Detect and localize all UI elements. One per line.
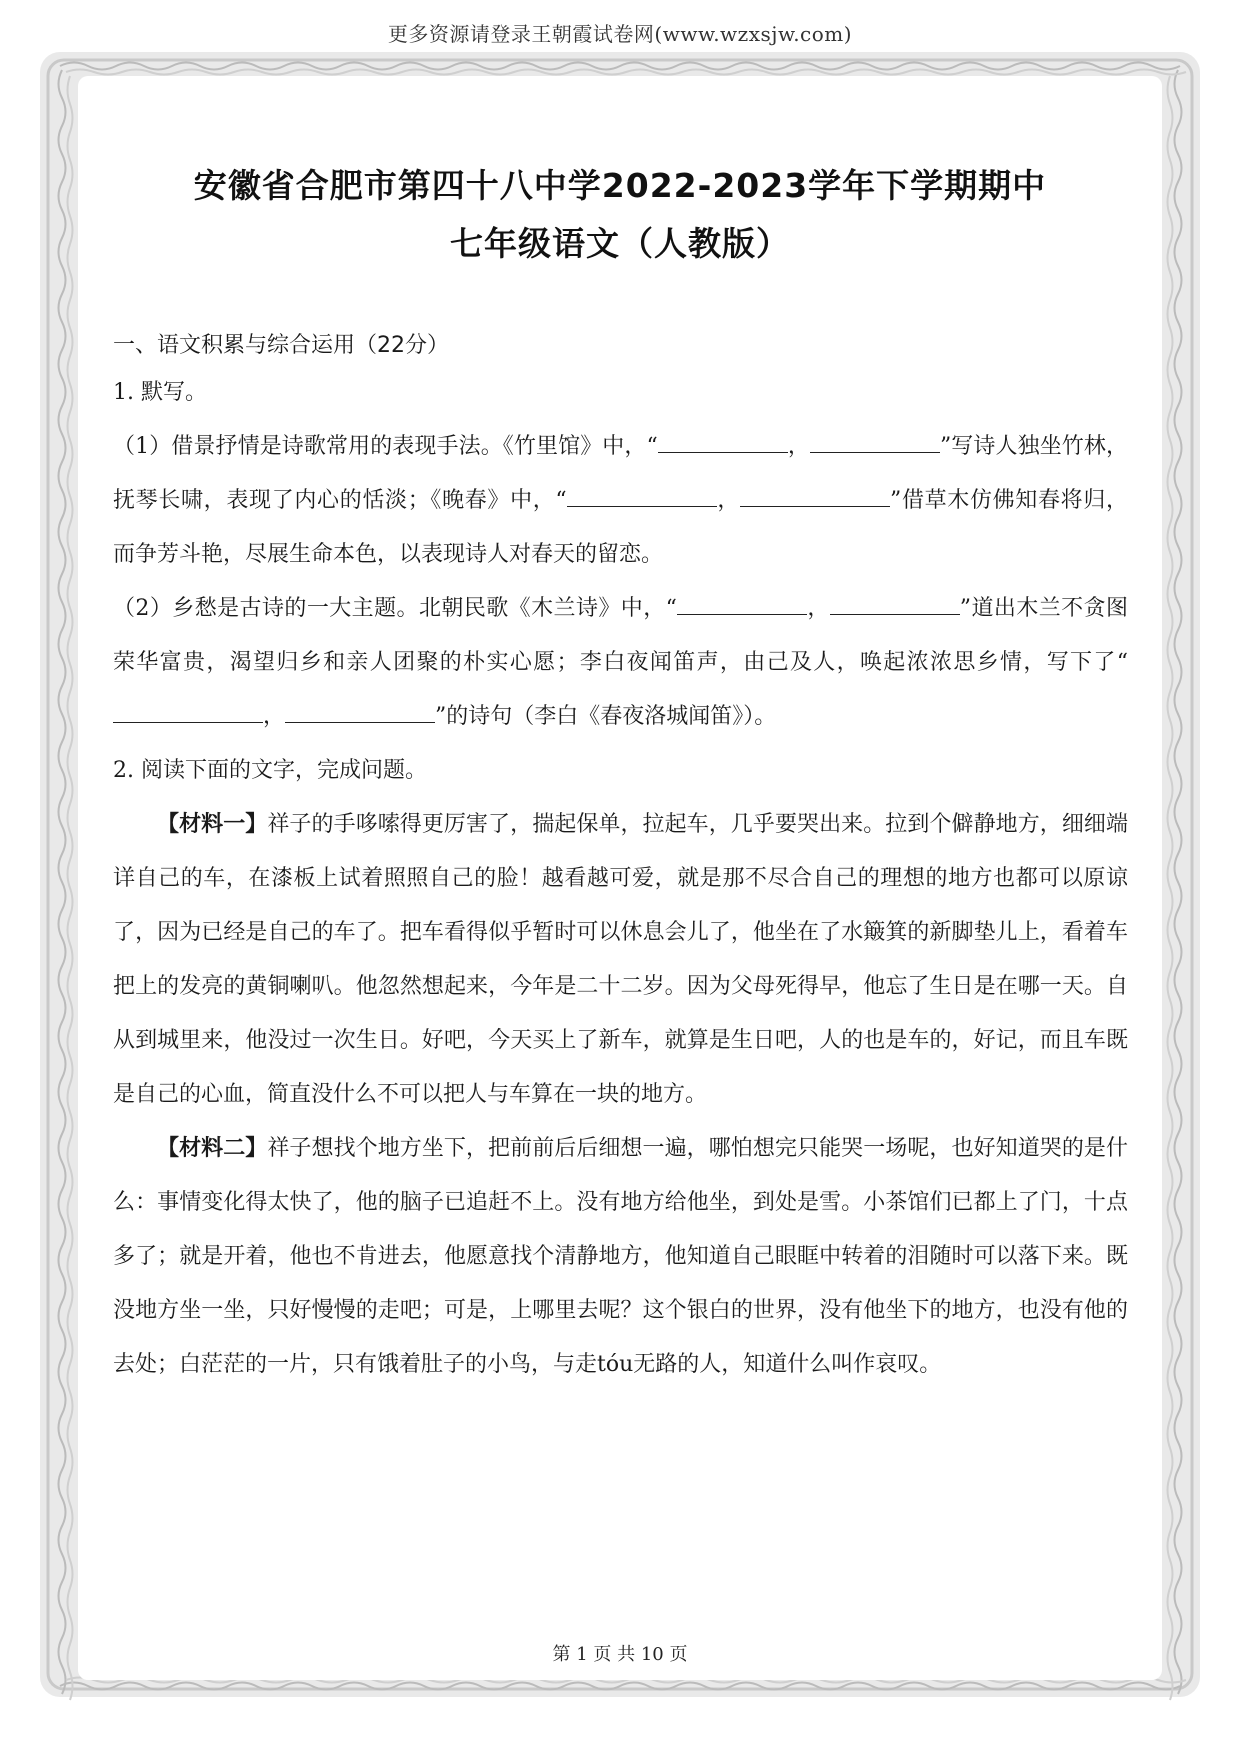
- question-2-label: 2. 阅读下面的文字，完成问题。: [113, 758, 427, 783]
- material-1: [113, 798, 1128, 1122]
- answer-blank[interactable]: [677, 592, 807, 615]
- answer-blank[interactable]: [658, 430, 788, 453]
- material-2: [113, 1122, 1128, 1392]
- answer-blank[interactable]: [113, 700, 263, 723]
- question-1-part-2: （2）乡愁是古诗的一大主题。北朝民歌《木兰诗》中，“ ， ”道出木兰不贪图荣华富贵，渴望归乡和亲人团聚的朴实心愿；李白夜闻笛声，由己及人，唤起浓浓思乡情，写下了“， ”的诗句（李白《春夜洛城闻笛》）。: [113, 582, 1128, 744]
- answer-blank[interactable]: [740, 484, 890, 507]
- answer-blank[interactable]: [567, 484, 717, 507]
- document-title-line-2: 七年级语文（人教版）: [450, 224, 790, 263]
- question-1-label: 1. 默写。: [113, 380, 207, 405]
- material-2-text: 祥子想找个地方坐下，把前前后后细想一遍，哪怕想完只能哭一场呢，也好知道哭的是什么：事情变化得太快了，他的脑子已追赶不上。没有地方给他坐，到处是雪。小茶馆们已都上了门，十点多了；就是开着，他也不肯进去，他愿意找个清静地方，他知道自己眼眶中转着的泪随时可以落下来。既没地方坐一坐，只好慢慢的走吧；可是，上哪里去呢？这个银白的世界，没有他坐下的地方，也没有他的去处；白茫茫的一片，只有饿着肚子的小鸟，与走tóu无路的人，知道什么叫作哀叹。: [113, 1136, 1128, 1377]
- answer-blank[interactable]: [285, 700, 435, 723]
- question-1-part-1: （1）借景抒情是诗歌常用的表现手法。《竹里馆》中，“ ， ”写诗人独坐竹林，抚琴长啸，表现了内心的恬淡；《晚春》中，“ ， ”借草木仿佛知春将归，而争芳斗艳，尽展生命本色，以表现诗人对春天的留恋。: [113, 420, 1128, 582]
- section-heading: 一、语文积累与综合运用（22分）: [113, 333, 449, 358]
- exam-content: [113, 326, 1128, 1392]
- top-watermark: 更多资源请登录王朝霞试卷网(www.wzxsjw.com): [387, 22, 853, 46]
- page-footer: 第 1 页 共 10 页: [552, 1644, 688, 1665]
- material-1-text: 祥子的手哆嗦得更厉害了，揣起保单，拉起车，几乎要哭出来。拉到个僻静地方，细细端详自己的车，在漆板上试着照照自己的脸！越看越可爱，就是那不尽合自己的理想的地方也都可以原谅了，因为已经是自己的车了。把车看得似乎暂时可以休息会儿了，他坐在了水簸箕的新脚垫儿上，看着车把上的发亮的黄铜喇叭。他忽然想起来，今年是二十二岁。因为父母死得早，他忘了生日是在哪一天。自从到城里来，他没过一次生日。好吧，今天买上了新车，就算是生日吧，人的也是车的，好记，而且车既是自己的心血，简直没什么不可以把人与车算在一块的地方。: [113, 812, 1128, 1107]
- answer-blank[interactable]: [810, 430, 940, 453]
- material-2-label: 【材料二】: [157, 1136, 268, 1161]
- answer-blank[interactable]: [830, 592, 960, 615]
- material-1-label: 【材料一】: [157, 812, 268, 837]
- document-title-line-1: 安徽省合肥市第四十八中学2022-2023学年下学期期中: [193, 166, 1047, 205]
